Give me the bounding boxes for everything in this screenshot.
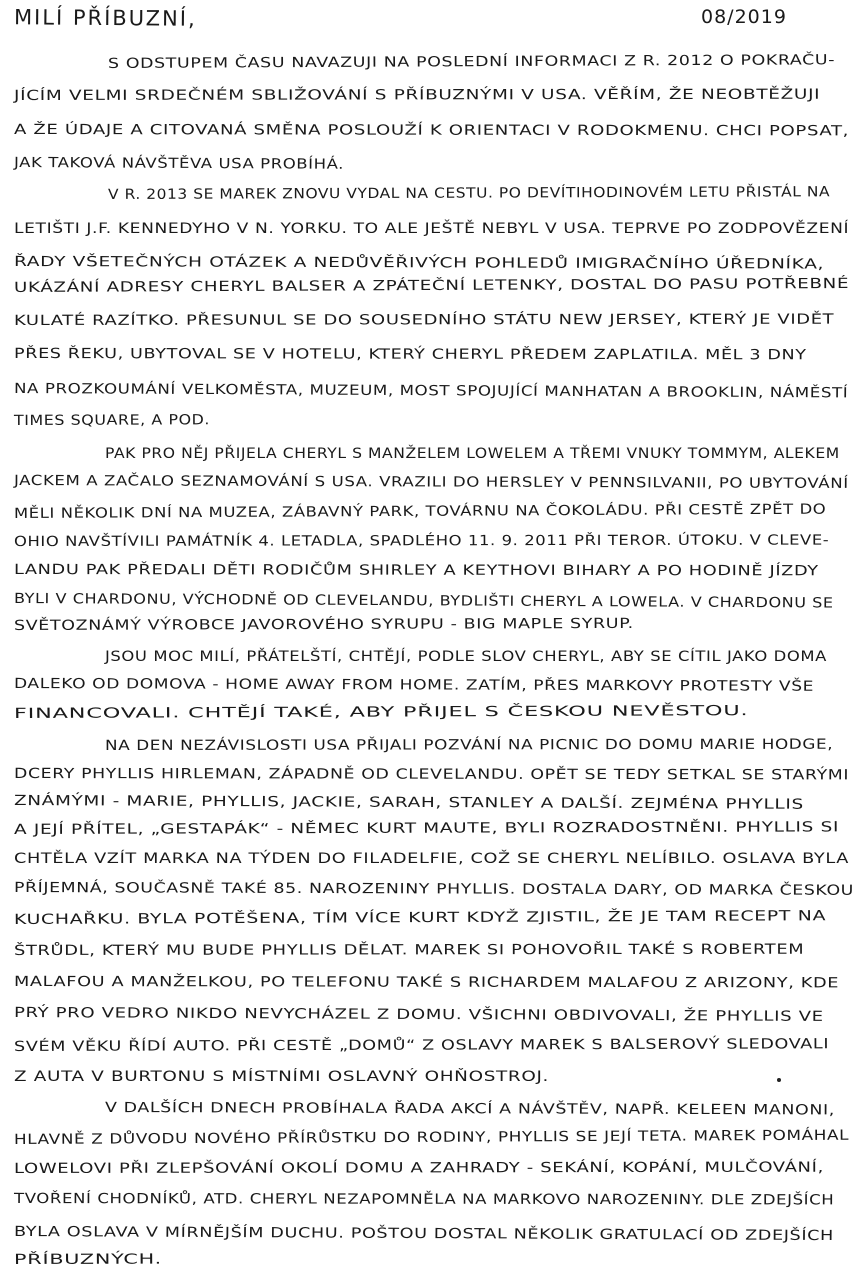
body-line: TIMES SQUARE, A POD. — [13, 412, 211, 429]
body-line: JACKEM A ZAČALO SEZNAMOVÁNÍ S USA. VRAZILI DO HERSLEY V PENNSILVANII, PO UBYTOVÁNÍ — [13, 473, 849, 492]
body-line: A JEJÍ PŘÍTEL, „GESTAPÁK“ - NĚMEC KURT MAUTE, BYLI ROZRADOSTNĚNI. PHYLLIS SI — [13, 819, 840, 838]
body-line: UKÁZÁNÍ ADRESY CHERYL BALSER A ZPÁTEČNÍ LETENKY, DOSTAL DO PASU POTŘEBNÉ — [13, 275, 850, 296]
body-line: JSOU MOC MILÍ, PŘÁTELŠTÍ, CHTĚJÍ, PODLE SLOV CHERYL, ABY SE CÍTIL JAKO DOMA — [105, 649, 827, 665]
body-line: PAK PRO NĚJ PŘIJELA CHERYL S MANŽELEM LOWELEM A TŘEMI VNUKY TOMMYM, ALEKEM — [105, 446, 840, 462]
body-line: JÍCÍM VELMI SRDEČNÉM SBLIŽOVÁNÍ S PŘÍBUZNÝMI V USA. VĚŘÍM, ŽE NEOBTĚŽUJI — [13, 86, 821, 104]
body-line: OHIO NAVŠTÍVILI PAMÁTNÍK 4. LETADLA, SPADLÉHO 11. 9. 2011 PŘI TEROR. ÚTOKU. V CLEVE- — [13, 532, 830, 550]
body-line: LANDU PAK PŘEDALI DĚTI RODIČŮM SHIRLEY A KEYTHOVI BIHARY A PO HODINĚ JÍZDY — [13, 562, 819, 580]
body-line: S ODSTUPEM ČASU NAVAZUJI NA POSLEDNÍ INFORMACI Z R. 2012 O POKRAČU- — [107, 52, 836, 72]
body-line: PŘÍBUZNÝCH. — [13, 1251, 163, 1268]
body-line: FINANCOVALI. CHTĚJÍ TAKÉ, ABY PŘIJEL S ČESKOU NEVĚSTOU. — [13, 703, 749, 722]
body-line: LOWELOVI PŘI ZLEPŠOVÁNÍ OKOLÍ DOMU A ZAHRADY - SEKÁNÍ, KOPÁNÍ, MULČOVÁNÍ, — [13, 1159, 824, 1177]
body-line: ZNÁMÝMI - MARIE, PHYLLIS, JACKIE, SARAH, STANLEY A DALŠÍ. ZEJMÉNA PHYLLIS — [13, 793, 804, 813]
body-line: NA PROZKOUMÁNÍ VELKOMĚSTA, MUZEUM, MOST SPOJUJÍCÍ MANHATAN A BROOKLIN, NÁMĚSTÍ — [13, 381, 849, 402]
body-line: ŠTRŮDL, KTERÝ MU BUDE PHYLLIS DĚLAT. MAREK SI POHOVOŘIL TAKÉ S ROBERTEM — [13, 941, 805, 959]
body-line: A ŽE ÚDAJE A CITOVANÁ SMĚNA POSLOUŽÍ K ORIENTACI V RODOKMENU. CHCI POPSAT, — [13, 122, 850, 140]
body-line: HLAVNĚ Z DŮVODU NOVÉHO PŘÍRŮSTKU DO RODINY, PHYLLIS SE JEJÍ TETA. MAREK POMÁHAL — [13, 1127, 850, 1148]
body-line: TVOŘENÍ CHODNÍKŮ, ATD. CHERYL NEZAPOMNĚLA NA MARKOVO NAROZENINY. DLE ZDEJŠÍCH — [13, 1191, 835, 1209]
ink-dot — [777, 1078, 781, 1082]
body-line: V DALŠÍCH DNECH PROBÍHALA ŘADA AKCÍ A NÁVŠTĚV, NAPŘ. KELEEN MANONI, — [104, 1100, 835, 1119]
letter-date: 08/2019 — [701, 6, 787, 28]
body-line: BYLA OSLAVA V MÍRNĚJŠÍM DUCHU. POŠTOU DOSTAL NĚKOLIK GRATULACÍ OD ZDEJŠÍCH — [13, 1224, 835, 1245]
body-line: Z AUTA V BURTONU S MÍSTNÍMI OSLAVNÝ OHŇOSTROJ. — [14, 1069, 550, 1085]
body-line: KULATÉ RAZÍTKO. PŘESUNUL SE DO SOUSEDNÍHO STÁTU NEW JERSEY, KTERÝ JE VIDĚT — [13, 311, 835, 329]
body-line: CHTĚLA VZÍT MARKA NA TÝDEN DO FILADELFIE, COŽ SE CHERYL NELÍBILO. OSLAVA BYLA — [14, 851, 849, 867]
salutation: MILÍ PŘÍBUZNÍ, — [13, 5, 197, 31]
body-line: SVĚTOZNÁMÝ VÝROBCE JAVOROVÉHO SYRUPU - BIG MAPLE SYRUP. — [13, 615, 634, 634]
body-line: PRÝ PRO VEDRO NIKDO NEVYCHÁZEL Z DOMU. VŠICHNI OBDIVOVALI, ŽE PHYLLIS VE — [13, 1005, 824, 1025]
body-line: BYLI V CHARDONU, VÝCHODNĚ OD CLEVELANDU, BYDLIŠTI CHERYL A LOWELA. V CHARDONU SE — [13, 591, 834, 612]
body-line: MALAFOU A MANŽELKOU, PO TELEFONU TAKÉ S RICHARDEM MALAFOU Z ARIZONY, KDE — [13, 974, 840, 992]
body-line: PŘES ŘEKU, UBYTOVAL SE V HOTELU, KTERÝ CHERYL PŘEDEM ZAPLATILA. MĚL 3 DNY — [13, 346, 807, 364]
body-line: DCERY PHYLLIS HIRLEMAN, ZÁPADNĚ OD CLEVELANDU. OPĚT SE TEDY SETKAL SE STARÝMI — [13, 766, 850, 784]
body-line: DALEKO OD DOMOVA - HOME AWAY FROM HOME. ZATÍM, PŘES MARKOVY PROTESTY VŠE — [13, 676, 815, 695]
body-line: PŘÍJEMNÁ, SOUČASNĚ TAKÉ 85. NAROZENINY PHYLLIS. DOSTALA DARY, OD MARKA ČESKOU — [13, 880, 855, 899]
body-line: KUCHAŘKU. BYLA POTĚŠENA, TÍM VÍCE KURT KDYŽ ZJISTIL, ŽE JE TAM RECEPT NA — [13, 908, 827, 928]
body-line: V R. 2013 SE MAREK ZNOVU VYDAL NA CESTU. PO DEVÍTIHODINOVÉM LETU PŘISTÁL NA — [107, 184, 831, 203]
body-line: SVÉM VĚKU ŘÍDÍ AUTO. PŘI CESTĚ „DOMŮ“ Z OSLAVY MAREK S BALSEROVÝ SLEDOVALI — [13, 1036, 830, 1055]
body-line: MĚLI NĚKOLIK DNÍ NA MUZEA, ZÁBAVNÝ PARK, TOVÁRNU NA ČOKOLÁDU. PŘI CESTĚ ZPĚT DO — [13, 501, 827, 522]
body-line: LETIŠTI J.F. KENNEDYHO V N. YORKU. TO ALE JEŠTĚ NEBYL V USA. TEPRVE PO ZODPOVĚZENÍ — [14, 221, 850, 237]
body-line: NA DEN NEZÁVISLOSTI USA PŘIJALI POZVÁNÍ NA PICNIC DO DOMU MARIE HODGE, — [104, 736, 834, 754]
body-line: ŘADY VŠETEČNÝCH OTÁZEK A NEDŮVĚŘIVÝCH POHLEDŮ IMIGRAČNÍHO ÚŘEDNÍKA, — [13, 254, 825, 273]
body-line: JAK TAKOVÁ NÁVŠTĚVA USA PROBÍHÁ. — [13, 155, 345, 173]
